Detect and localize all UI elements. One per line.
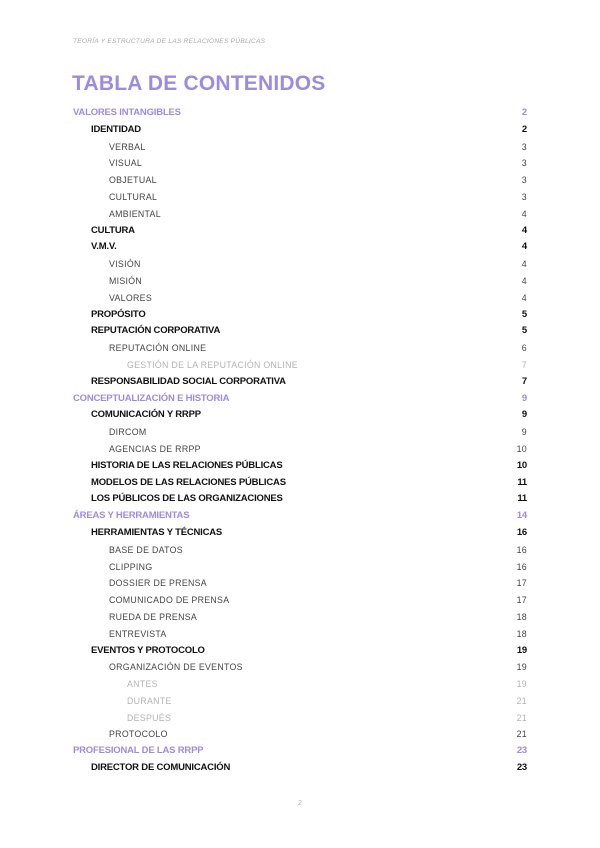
toc-entry-page: 21: [516, 695, 527, 706]
toc-entry-label: DURANTE: [127, 695, 172, 706]
page-title: TABLA DE CONTENIDOS: [72, 72, 326, 95]
toc-entry[interactable]: [0, 374, 600, 391]
toc-entry-page: 4: [521, 259, 527, 270]
toc-entry[interactable]: [0, 726, 600, 743]
toc-entry[interactable]: [0, 105, 600, 122]
toc-entry-label: V.M.V.: [91, 241, 117, 253]
toc-entry-label: ANTES: [127, 679, 158, 690]
toc-entry-page: 6: [521, 343, 527, 354]
toc-entry-page: 4: [521, 208, 527, 219]
toc-entry[interactable]: [0, 357, 600, 374]
toc-entry-label: DIRECTOR DE COMUNICACIÓN: [91, 762, 231, 774]
toc-entry[interactable]: [0, 256, 600, 273]
toc-entry-page: 10: [516, 459, 527, 471]
toc-entry[interactable]: [0, 542, 600, 559]
toc-entry-page: 11: [517, 493, 527, 505]
toc-entry-page: 4: [521, 275, 527, 286]
toc-entry-page: 4: [521, 292, 527, 303]
toc-entry[interactable]: [0, 458, 600, 475]
toc-entry[interactable]: [0, 743, 600, 760]
toc-entry[interactable]: [0, 290, 600, 307]
toc-entry[interactable]: [0, 122, 600, 139]
toc-entry-page: 4: [521, 241, 527, 253]
toc-entry-label: CULTURA: [91, 224, 135, 236]
toc-entry-page: 9: [521, 409, 527, 421]
toc-entry[interactable]: [0, 609, 600, 626]
toc-entry-page: 18: [516, 611, 527, 622]
toc-entry[interactable]: [0, 407, 600, 424]
toc-entry-page: 18: [516, 628, 527, 639]
toc-entry[interactable]: [0, 710, 600, 727]
toc-entry-page: 19: [516, 662, 527, 673]
toc-entry-page: 4: [521, 224, 527, 236]
toc-entry[interactable]: [0, 626, 600, 643]
toc-entry-label: ORGANIZACIÓN DE EVENTOS: [109, 662, 243, 673]
toc-entry-page: 16: [516, 544, 527, 555]
toc-entry-label: MISIÓN: [109, 275, 143, 286]
toc-entry[interactable]: [0, 391, 600, 408]
toc-entry-label: MODELOS DE LAS RELACIONES PÚBLICAS: [91, 476, 286, 488]
toc-entry-label: REPUTACIÓN ONLINE: [109, 343, 207, 354]
toc-entry-label: EVENTOS Y PROTOCOLO: [91, 644, 205, 656]
toc-entry[interactable]: [0, 273, 600, 290]
toc-entry-page: 3: [521, 175, 527, 186]
toc-entry-page: 5: [521, 325, 527, 337]
toc-entry-label: CONCEPTUALIZACIÓN E HISTORIA: [73, 392, 230, 404]
toc-entry-label: DESPUÉS: [127, 712, 172, 723]
toc-entry-page: 21: [516, 712, 527, 723]
toc-entry-page: 21: [516, 729, 527, 740]
toc-entry[interactable]: [0, 340, 600, 357]
toc-entry-label: GESTIÓN DE LA REPUTACIÓN ONLINE: [127, 359, 298, 370]
toc-entry-page: 3: [521, 191, 527, 202]
toc-entry-page: 19: [516, 679, 527, 690]
running-header: TEORÍA Y ESTRUCTURA DE LAS RELACIONES PÚBLICAS: [73, 38, 266, 45]
toc-entry-label: COMUNICACIÓN Y RRPP: [91, 409, 201, 421]
toc-entry[interactable]: [0, 525, 600, 542]
toc-entry[interactable]: [0, 659, 600, 676]
toc-entry-label: CULTURAL: [109, 191, 158, 202]
toc-entry-page: 2: [521, 107, 527, 118]
toc-entry-page: 23: [516, 762, 527, 774]
toc-entry[interactable]: [0, 307, 600, 324]
toc-entry-label: LOS PÚBLICOS DE LAS ORGANIZACIONES: [91, 493, 283, 505]
toc-entry-label: CLIPPING: [109, 561, 153, 572]
toc-entry-label: DIRCOM: [109, 427, 147, 438]
toc-entry[interactable]: [0, 223, 600, 240]
toc-entry-label: DOSSIER DE PRENSA: [109, 578, 207, 589]
toc-entry[interactable]: [0, 592, 600, 609]
toc-entry-page: 17: [516, 595, 527, 606]
toc-entry[interactable]: [0, 441, 600, 458]
toc-entry-label: VALORES INTANGIBLES: [73, 107, 181, 118]
toc-entry[interactable]: [0, 155, 600, 172]
toc-entry[interactable]: [0, 139, 600, 156]
toc-entry-label: ÁREAS Y HERRAMIENTAS: [73, 510, 190, 522]
toc-entry[interactable]: [0, 676, 600, 693]
toc-entry-label: REPUTACIÓN CORPORATIVA: [91, 325, 221, 337]
toc-entry-label: HISTORIA DE LAS RELACIONES PÚBLICAS: [91, 459, 283, 471]
toc-entry-label: AGENCIAS DE RRPP: [109, 443, 201, 454]
toc-entry-label: COMUNICADO DE PRENSA: [109, 595, 230, 606]
toc-entry-page: 9: [521, 427, 527, 438]
toc-entry[interactable]: [0, 475, 600, 492]
toc-entry-page: 14: [516, 510, 527, 522]
toc-entry-label: VISIÓN: [109, 259, 141, 270]
toc-entry-page: 23: [516, 745, 527, 757]
toc-entry-page: 5: [521, 308, 527, 320]
toc-entry[interactable]: [0, 189, 600, 206]
toc-entry-label: VALORES: [109, 292, 153, 303]
toc-entry-page: 2: [521, 123, 527, 135]
toc-entry-label: VISUAL: [109, 158, 143, 169]
toc-entry[interactable]: [0, 643, 600, 660]
toc-entry[interactable]: [0, 693, 600, 710]
toc-entry-page: 17: [516, 578, 527, 589]
toc-entry-label: PROTOCOLO: [109, 729, 168, 740]
toc-entry-label: PROPÓSITO: [91, 308, 146, 320]
toc-entry[interactable]: [0, 172, 600, 189]
toc-entry-label: ENTREVISTA: [109, 628, 167, 639]
toc-entry-label: PROFESIONAL DE LAS RRPP: [73, 745, 204, 757]
toc-entry-label: RUEDA DE PRENSA: [109, 611, 198, 622]
toc-entry-page: 3: [521, 141, 527, 152]
toc-entry[interactable]: [0, 575, 600, 592]
toc-entry[interactable]: [0, 239, 600, 256]
toc-entry[interactable]: [0, 508, 600, 525]
toc-entry[interactable]: [0, 559, 600, 576]
toc-entry[interactable]: [0, 424, 600, 441]
toc-entry-page: 10: [516, 443, 527, 454]
toc-entry-label: RESPONSABILIDAD SOCIAL CORPORATIVA: [91, 375, 286, 387]
toc-entry-label: HERRAMIENTAS Y TÉCNICAS: [91, 526, 223, 538]
table-of-contents: [0, 105, 600, 777]
toc-entry-page: 16: [516, 526, 527, 538]
toc-entry[interactable]: [0, 206, 600, 223]
toc-entry-page: 7: [521, 375, 527, 387]
toc-entry[interactable]: [0, 323, 600, 340]
toc-entry-label: AMBIENTAL: [109, 208, 161, 219]
toc-entry-page: 9: [521, 392, 527, 404]
toc-entry-page: 16: [516, 561, 527, 572]
toc-entry[interactable]: [0, 760, 600, 777]
toc-entry[interactable]: [0, 491, 600, 508]
toc-entry-page: 11: [517, 476, 527, 488]
toc-entry-label: BASE DE DATOS: [109, 544, 183, 555]
page-number: 2: [298, 800, 302, 807]
toc-entry-page: 19: [516, 644, 527, 656]
toc-entry-label: IDENTIDAD: [91, 123, 141, 135]
toc-entry-label: OBJETUAL: [109, 175, 157, 186]
toc-entry-label: VERBAL: [109, 141, 146, 152]
toc-entry-page: 3: [521, 158, 527, 169]
toc-entry-page: 7: [521, 359, 527, 370]
